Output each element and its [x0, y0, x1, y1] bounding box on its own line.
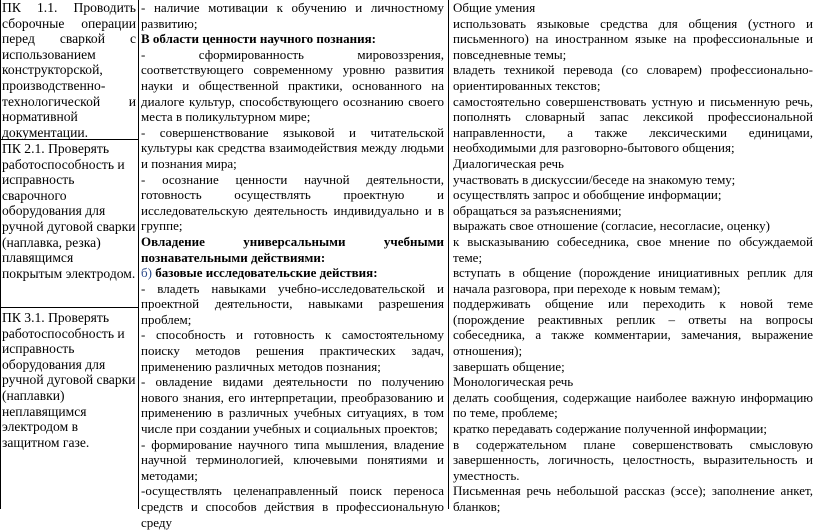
worldview-item: - сформированность мировоззрения, соответствующего современному уровню развития науки и общественной практики, основанного на диалоге культур, способствующего осознанию своего места в поликультурном мире; — [141, 46, 444, 125]
basic-research-title: базовые исследовательские действия: — [155, 265, 378, 281]
skills-line: Монологическая речь — [453, 374, 574, 390]
competency-pk-2-1 — [2, 141, 136, 305]
skills-line: делать сообщения, содержащие наиболее важную информацию по теме, проблеме; — [453, 389, 813, 421]
transfer-item: -осуществлять целенаправленный поиск переноса средств и способов действия в профессиональную среду — [141, 483, 444, 530]
new-knowledge-item: - овладение видами деятельности по получению нового знания, его интерпретации, преобразованию и применению в различных учебных ситуациях, в том числе при создании учебных и социальных проектов; — [141, 374, 444, 437]
personal-results-column — [141, 0, 444, 530]
self-search-item: - способность и готовность к самостоятельному поиску методов решения практических задач, применению различных методов познания; — [141, 327, 444, 374]
science-values-heading: В области ценности научного познания: — [141, 31, 376, 47]
universal-actions-heading: Овладение универсальными учебными познавательными действиями: — [141, 233, 444, 265]
competency-pk-2-1-text: ПК 2.1. Проверять работоспособность и исправность сварочного оборудования для ручной дуговой сварки (наплавка, резка) плавящимся покрытым электродом. — [2, 141, 136, 281]
competency-pk-3-1 — [2, 310, 136, 460]
skills-line: использовать языковые средства для общения (устного и письменного) на иностранном языке на профессиональные и повседневные темы; — [453, 15, 813, 62]
motivation-item: - наличие мотивации к обучению и личностному развитию; — [141, 0, 444, 31]
column-divider-1 — [138, 0, 139, 509]
table-border-left — [0, 0, 1, 509]
research-value-item: - осознание ценности научной деятельности, готовность осуществлять проектную и исследовательскую деятельность индивидуально и в группе; — [141, 171, 444, 234]
skills-line: участвовать в дискуссии/беседе на знакомую тему; — [453, 171, 736, 187]
competency-pk-1-1 — [2, 0, 136, 139]
skills-line: выражать свое отношение (согласие, несогласие, оценку) — [453, 218, 771, 234]
competency-pk-3-1-text: ПК 3.1. Проверять работоспособность и исправность оборудования для ручной дуговой сварки (наплавки) неплавящимся электродом в защитном газе. — [2, 310, 136, 450]
skills-line: осуществлять запрос и обобщение информации; — [453, 187, 722, 203]
skills-line: Общие умения — [453, 0, 536, 15]
skills-line: Письменная речь небольшой рассказ (эссе); заполнение анкет, бланков; — [453, 483, 813, 514]
basic-research-prefix: б) — [141, 265, 152, 281]
scientific-thinking-item: - формирование научного типа мышления, владение научной терминологией, ключевыми понятиями и методами; — [141, 436, 444, 483]
skills-line: владеть техникой перевода (со словарем) профессионально-ориентированных текстов; — [453, 62, 813, 93]
basic-research-heading — [141, 265, 444, 281]
row-divider-2 — [0, 307, 139, 308]
skills-line: к высказыванию собеседника, свое мнение по обсуждаемой теме; — [453, 233, 813, 265]
skills-line: обращаться за разъяснениями; — [453, 202, 622, 218]
skills-line: вступать в общение (порождение инициативных реплик для начала разговора, при переходе к новым темам); — [453, 265, 813, 296]
skills-line: самостоятельно совершенствовать устную и письменную речь, пополнять словарный запас лексикой профессиональной направленности, а также лексическими единицами, необходимыми для разговорно-бытового общения; — [453, 93, 813, 156]
skills-column — [453, 0, 813, 514]
skills-line: кратко передавать содержание полученной информации; — [453, 421, 768, 437]
language-culture-item: - совершенствование языковой и читательской культуры как средства взаимодействия между людьми и познания мира; — [141, 124, 444, 171]
column-divider-2 — [448, 0, 449, 509]
skills-line: поддерживать общение или переходить к новой теме (порождение реактивных реплик – ответы на вопросы собеседника, а также комментарии, замечания, выражение отношения); — [453, 296, 813, 359]
skills-line: Диалогическая речь — [453, 155, 564, 171]
competency-pk-1-1-text: ПК 1.1. Проводить сборочные операции перед сваркой с использованием конструкторской, производственно-технологической и нормативной документации. — [2, 0, 136, 140]
research-skills-item: - владеть навыками учебно-исследовательской и проектной деятельности, навыками разрешения проблем; — [141, 280, 444, 327]
skills-line: завершать общение; — [453, 358, 565, 374]
skills-line: в содержательном плане совершенствовать смысловую завершенность, логичность, целостность, выразительность и уместность. — [453, 436, 813, 483]
